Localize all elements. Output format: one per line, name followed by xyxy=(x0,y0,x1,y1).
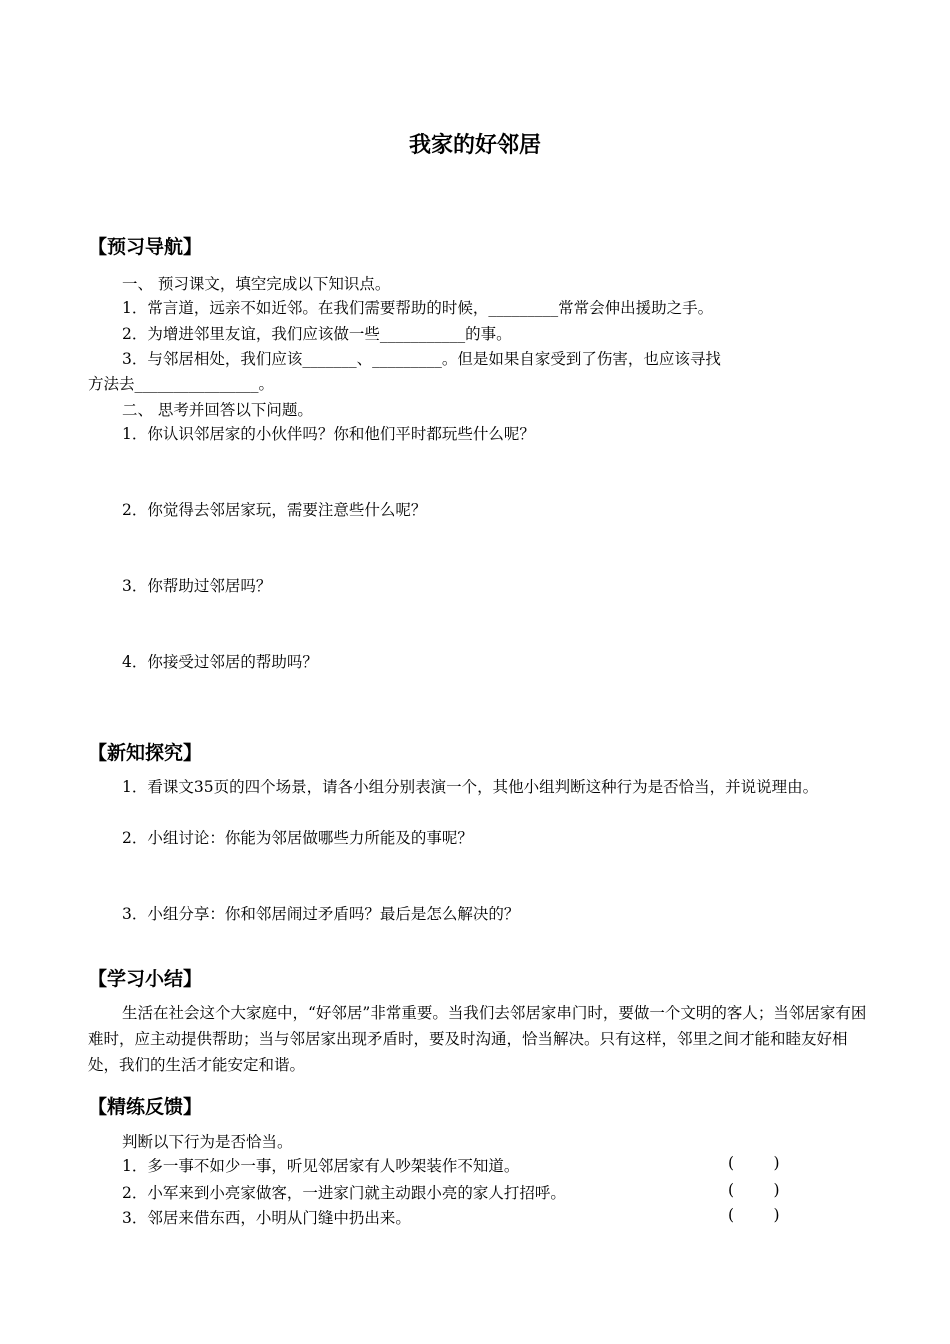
explore-item-3: 3．小组分享：你和邻居闹过矛盾吗？最后是怎么解决的？ xyxy=(122,905,520,923)
answer-bracket-1: ( ) xyxy=(728,1154,780,1172)
practice-intro: 判断以下行为是否恰当。 xyxy=(122,1133,293,1151)
practice-item-3: 3．邻居来借东西，小明从门缝中扔出来。 xyxy=(122,1209,411,1227)
preview-line-4: 3．与邻居相处，我们应该_______、_________。但是如果自家受到了伤害，也应该寻找 xyxy=(122,350,721,368)
explore-item-2: 2．小组讨论：你能为邻居做哪些力所能及的事呢？ xyxy=(122,829,473,847)
explore-item-1: 1．看课文35页的四个场景，请各小组分别表演一个，其他小组判断这种行为是否恰当，并说说理由。 xyxy=(122,778,819,796)
page-title: 我家的好邻居 xyxy=(408,133,541,158)
practice-item-2: 2．小军来到小亮家做客，一进家门就主动跟小亮的家人打招呼。 xyxy=(122,1184,566,1202)
preview-line-6: 二、 思考并回答以下问题。 xyxy=(122,401,313,419)
preview-question-4: 4．你接受过邻居的帮助吗？ xyxy=(122,653,318,671)
answer-bracket-3: ( ) xyxy=(728,1206,780,1224)
preview-line-1: 一、 预习课文，填空完成以下知识点。 xyxy=(122,275,391,293)
practice-item-1: 1．多一事不如少一事，听见邻居家有人吵架装作不知道。 xyxy=(122,1157,520,1175)
answer-bracket-2: ( ) xyxy=(728,1181,780,1199)
preview-line-2: 1．常言道，远亲不如近邻。在我们需要帮助的时候，_________常常会伸出援助之手。 xyxy=(122,299,714,317)
preview-question-3: 3．你帮助过邻居吗？ xyxy=(122,577,272,595)
summary-paragraph: 生活在社会这个大家庭中，“好邻居”非常重要。当我们去邻居家串门时，要做一个文明的客人；当邻居家有困难时，应主动提供帮助；当与邻居家出现矛盾时，要及时沟通，恰当解决。只有这样，邻里之间才能和睦友好相处，我们的生活才能安定和谐。 xyxy=(88,1004,867,1074)
section-heading-explore: 【新知探究】 xyxy=(88,742,203,764)
preview-line-5: 方法去________________。 xyxy=(88,375,275,393)
section-heading-summary: 【学习小结】 xyxy=(88,968,203,990)
section-heading-practice: 【精练反馈】 xyxy=(88,1096,203,1118)
preview-question-1: 1．你认识邻居家的小伙伴吗？你和他们平时都玩些什么呢？ xyxy=(122,425,535,443)
section-heading-preview: 【预习导航】 xyxy=(88,236,203,258)
preview-line-3: 2．为增进邻里友谊，我们应该做一些___________的事。 xyxy=(122,325,512,343)
preview-question-2: 2．你觉得去邻居家玩，需要注意些什么呢？ xyxy=(122,501,427,519)
